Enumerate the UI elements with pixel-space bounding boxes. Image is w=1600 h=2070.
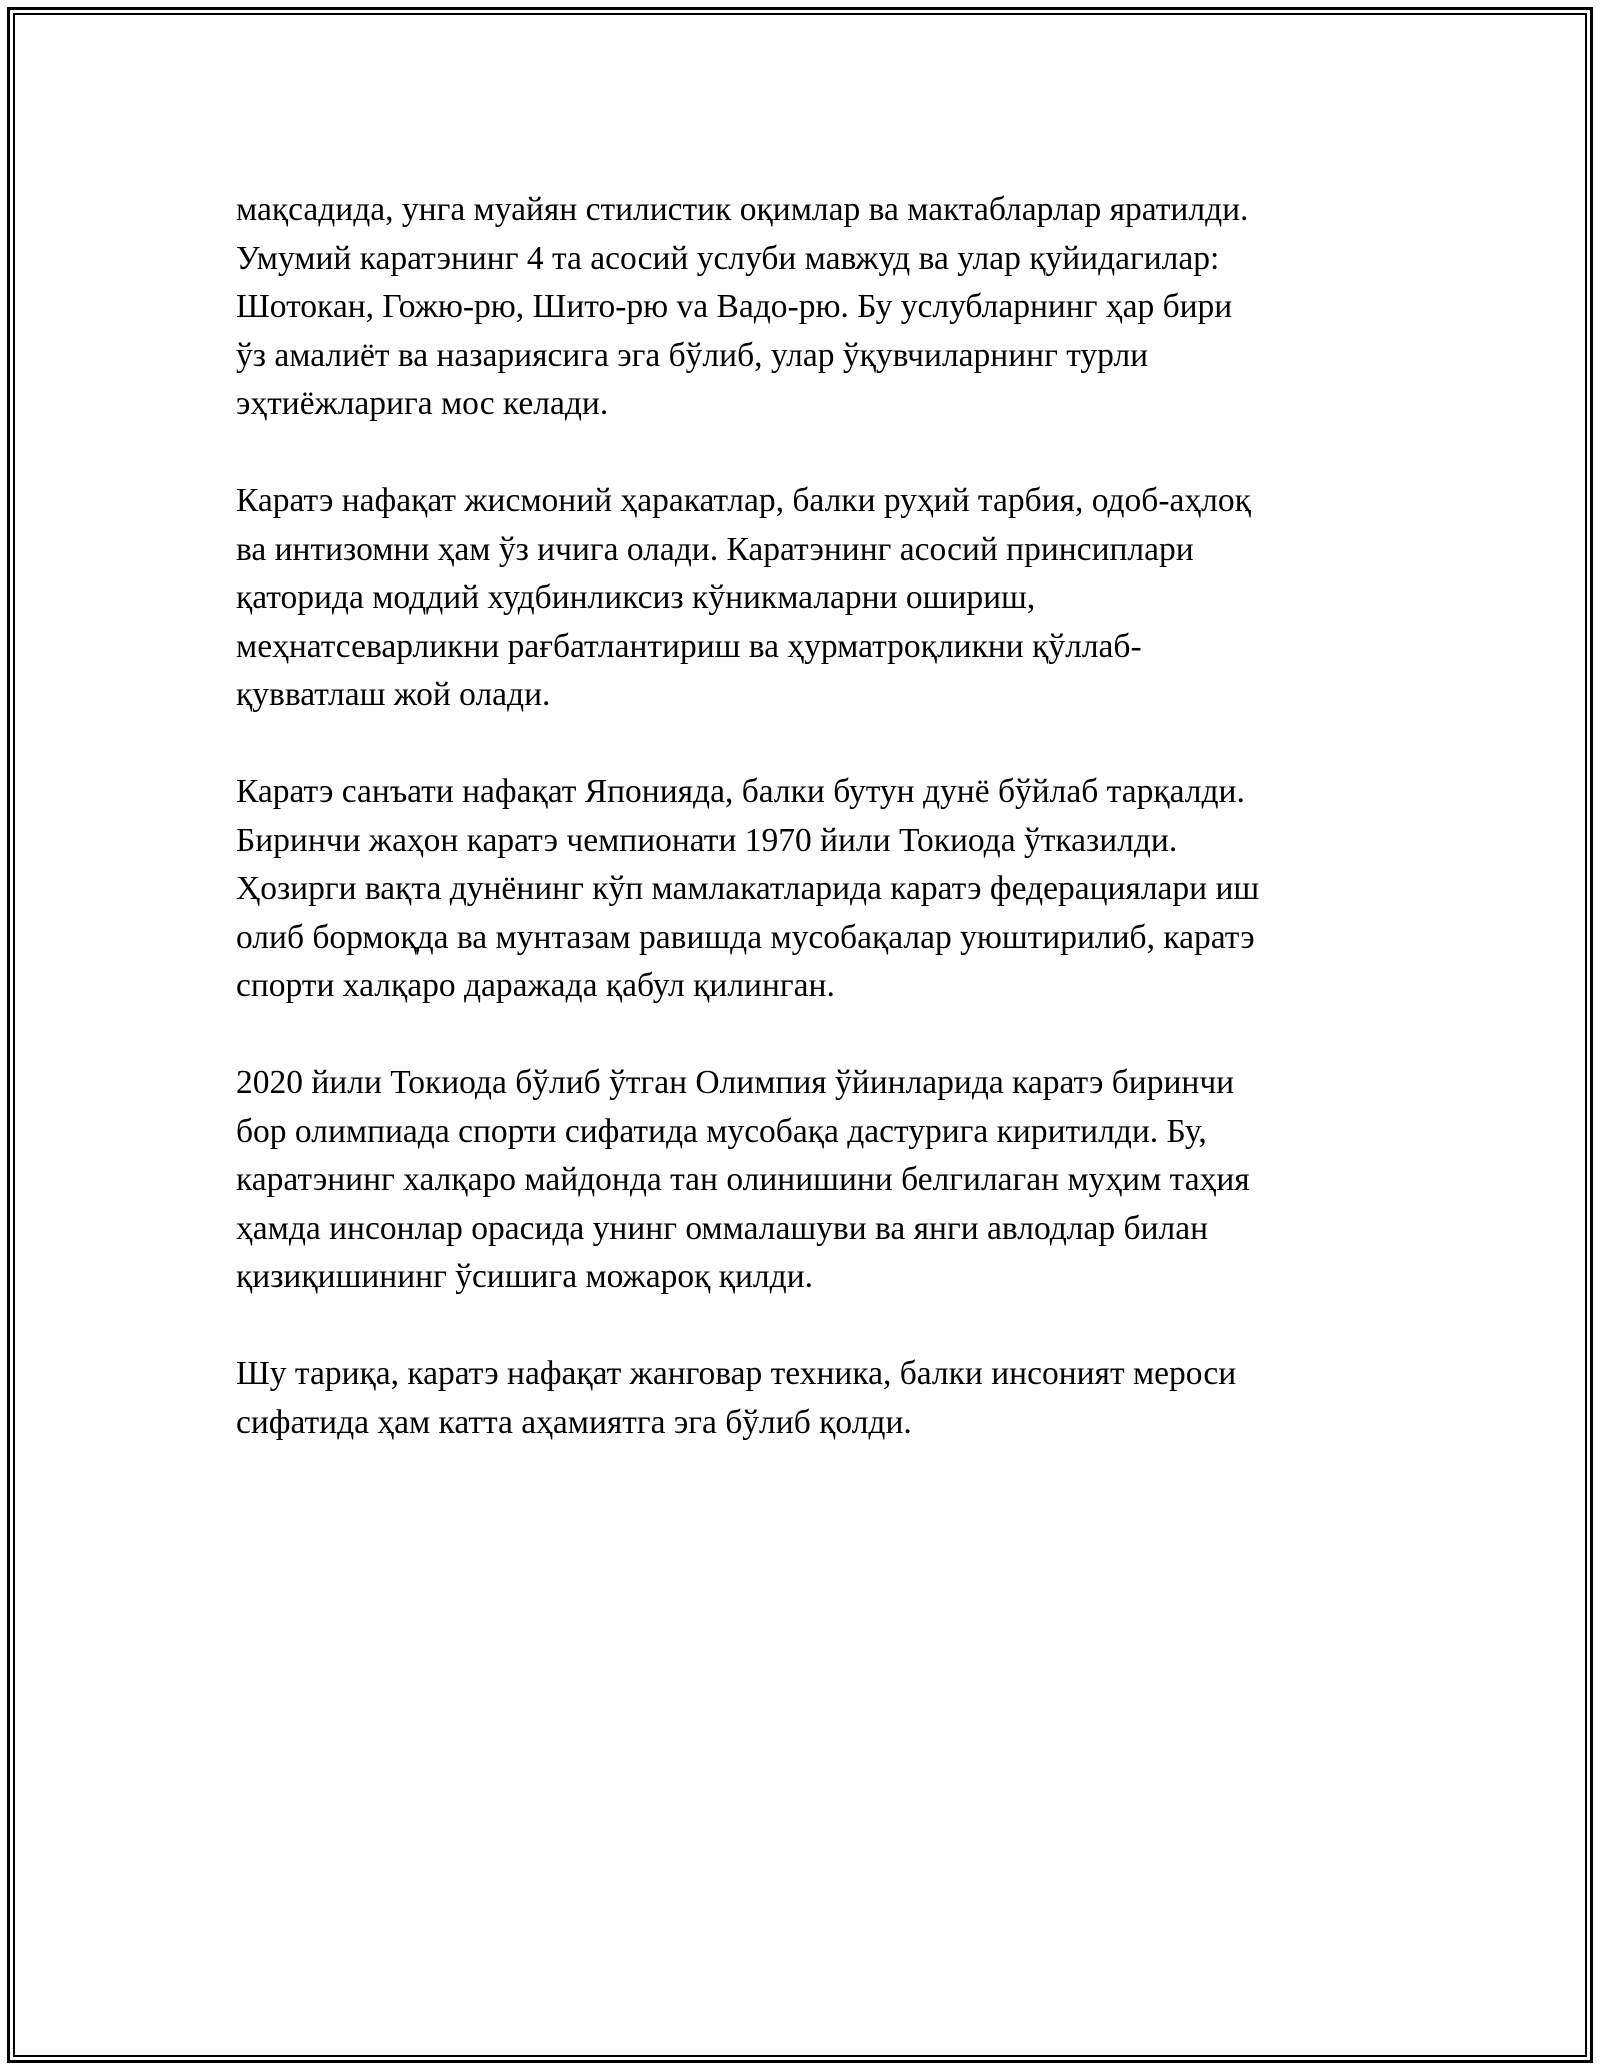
text-line: ўз амалиёт ва назариясига эга бўлиб, улар ўқувчиларнинг турли (236, 336, 1149, 374)
text-line: ва интизомни ҳам ўз ичига олади. Каратэнинг асосий принсиплари (236, 530, 1194, 568)
text-line: каратэнинг халқаро майдонда тан олинишини белгилаган муҳим таҳия (236, 1161, 1250, 1198)
paragraph-karate-styles (236, 186, 1366, 429)
text-line: бор олимпиада спорти сифатида мусобақа дастурига киритилди. Бу, (236, 1112, 1207, 1150)
document-body (236, 186, 1366, 1447)
text-line: спорти халқаро даражада қабул қилинган. (236, 967, 835, 1004)
text-line: қаторида моддий худбинликсиз кўникмаларни ошириш, (236, 579, 1036, 616)
text-line: Биринчи жаҳон каратэ чемпионати 1970 йили Токиода ўтказилди. (236, 821, 1178, 859)
text-line: Умумий каратэнинг 4 та асосий услуби мавжуд ва улар қуйидагилар: (236, 239, 1220, 277)
text-line: 2020 йили Токиода бўлиб ўтган Олимпия ўйинларида каратэ биринчи (236, 1064, 1235, 1101)
paragraph-karate-olympics (236, 1059, 1366, 1302)
text-line: Каратэ нафақат жисмоний ҳаракатлар, балки руҳий тарбия, одоб-аҳлоқ (236, 482, 1251, 519)
paragraph-conclusion (236, 1350, 1366, 1447)
text-line: мақсадида, унга муайян стилистик оқимлар ва мактабларлар яратилди. (236, 191, 1249, 228)
text-line: Ҳозирги вақта дунёнинг кўп мамлакатларида каратэ федерациялари иш (236, 870, 1260, 907)
text-line: Шу тариқа, каратэ нафақат жанговар техника, балки инсоният мероси (236, 1355, 1237, 1392)
text-line: меҳнатсеварликни рағбатлантириш ва ҳурматроқликни қўллаб- (236, 627, 1142, 665)
text-line: эҳтиёжларига мос келади. (236, 385, 609, 422)
text-line: олиб бормоқда ва мунтазам равишда мусобақалар уюштирилиб, каратэ (236, 918, 1255, 956)
text-line: қувватлаш жой олади. (236, 676, 551, 713)
text-line: Каратэ санъати нафақат Японияда, балки бутун дунё бўйлаб тарқалди. (236, 773, 1245, 810)
paragraph-karate-spread (236, 768, 1366, 1011)
text-line: қизиқишининг ўсишига можароқ қилди. (236, 1258, 813, 1295)
paragraph-karate-principles (236, 477, 1366, 720)
text-line: Шотокан, Гожю-рю, Шито-рю va Вадо-рю. Бу услубларнинг ҳар бири (236, 288, 1233, 325)
text-line: сифатида ҳам катта аҳамиятга эга бўлиб қолди. (236, 1403, 912, 1441)
text-line: ҳамда инсонлар орасида унинг оммалашуви ва янги авлодлар билан (236, 1209, 1209, 1247)
